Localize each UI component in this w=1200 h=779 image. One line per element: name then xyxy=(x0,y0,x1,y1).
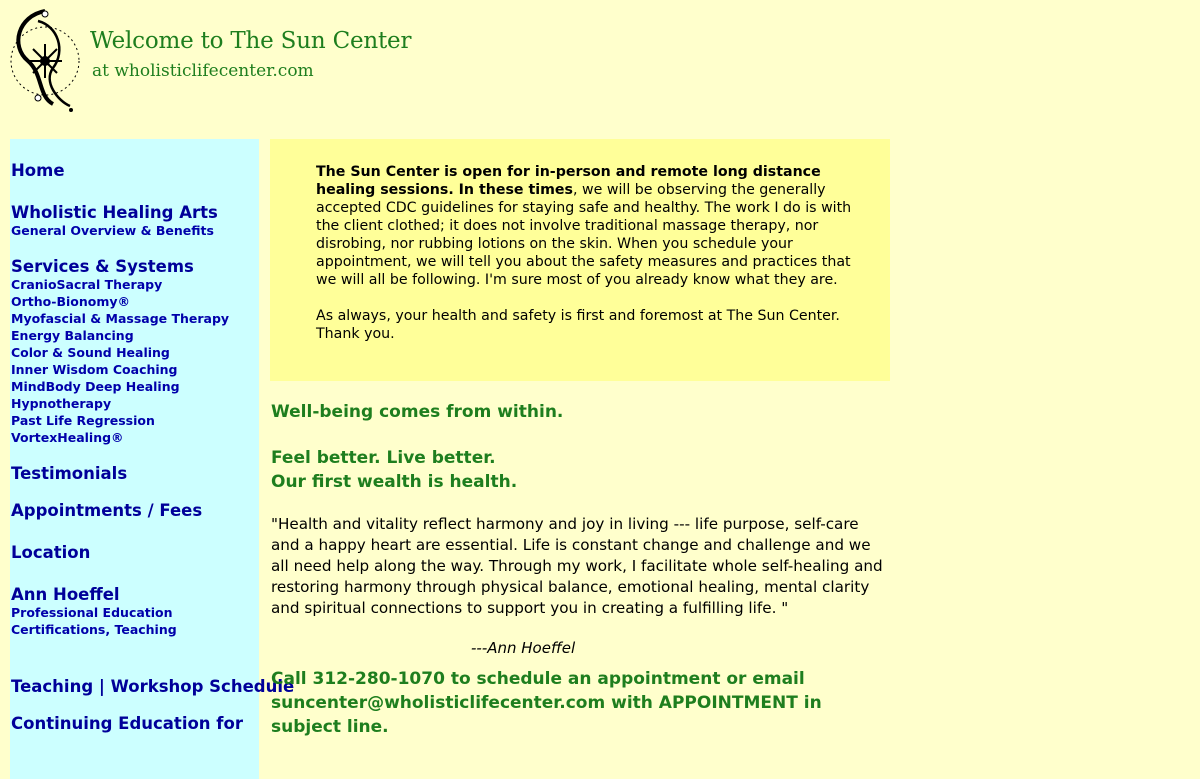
nav-service-item[interactable]: Myofascial & Massage Therapy xyxy=(11,311,230,326)
sun-spiral-icon xyxy=(8,6,82,118)
nav-home-link[interactable]: Home xyxy=(11,161,65,180)
nav-service-item[interactable]: Energy Balancing xyxy=(11,328,134,343)
notice-closing: As always, your health and safety is first and foremost at The Sun Center. Thank you. xyxy=(316,308,840,342)
covid-notice xyxy=(270,139,890,381)
nav-service-item[interactable]: Ortho-Bionomy® xyxy=(11,294,131,309)
nav-group-appointments xyxy=(11,501,202,520)
nav-appointments-link[interactable]: Appointments / Fees xyxy=(11,501,203,520)
nav-group-ann xyxy=(11,585,177,638)
nav-continuing-link[interactable]: Continuing Education for xyxy=(11,714,243,733)
nav-wholistic-link[interactable]: Wholistic Healing Arts xyxy=(11,203,218,222)
notice-body-text: , we will be observing the generally accepted CDC guidelines for staying safe and healthy. The work I do is with the client clothed; it does not involve traditional massage therapy, nor disrobing, nor rubbing lotions on the skin. When you schedule your appointment, we will tell you about the safety measures and practices that we will all be following. I'm sure most of you already know what they are. xyxy=(316,182,852,288)
nav-education-link[interactable]: Professional Education xyxy=(11,605,173,620)
sidebar-nav xyxy=(10,139,295,779)
nav-certifications-link[interactable]: Certifications, Teaching xyxy=(11,622,177,637)
nav-group-location xyxy=(11,543,90,562)
nav-ann-link[interactable]: Ann Hoeffel xyxy=(11,585,120,604)
nav-service-item[interactable]: VortexHealing® xyxy=(11,430,124,445)
notice-text xyxy=(316,163,852,343)
notice-bold-text: The Sun Center is open for in-person and remote long distance healing sessions. In these times xyxy=(316,164,821,198)
tagline-wellbeing: Well-being comes from within. xyxy=(271,402,564,422)
nav-group-wholistic xyxy=(11,203,218,239)
quote-attribution: ---Ann Hoeffel xyxy=(471,639,576,657)
nav-service-item[interactable]: Past Life Regression xyxy=(11,413,155,428)
nav-group-continuing xyxy=(11,714,243,733)
nav-overview-link[interactable]: General Overview & Benefits xyxy=(11,223,214,238)
site-title: Welcome to The Sun Center xyxy=(90,28,412,54)
tagline-feel-better: Feel better. Live better. xyxy=(271,448,496,468)
sun-center-logo xyxy=(8,6,82,118)
nav-service-item[interactable]: Color & Sound Healing xyxy=(11,345,170,360)
nav-service-item[interactable]: Inner Wisdom Coaching xyxy=(11,362,178,377)
nav-teaching-link[interactable]: Teaching | Workshop Schedule xyxy=(11,677,295,696)
appointment-call-to-action[interactable]: Call 312-280-1070 to schedule an appointment or email suncenter@wholisticlifecenter.com with APPOINTMENT in subject line. xyxy=(271,669,822,737)
notice-paragraph xyxy=(316,163,852,289)
site-subtitle: at wholisticlifecenter.com xyxy=(92,61,314,81)
nav-service-item[interactable]: Hypnotherapy xyxy=(11,396,112,411)
nav-group-home xyxy=(11,161,65,180)
nav-service-item[interactable]: MindBody Deep Healing xyxy=(11,379,180,394)
nav-group-teaching xyxy=(11,677,294,696)
nav-testimonials-link[interactable]: Testimonials xyxy=(11,464,128,483)
tagline-wealth: Our first wealth is health. xyxy=(271,472,518,492)
nav-location-link[interactable]: Location xyxy=(11,543,91,562)
nav-group-services xyxy=(11,257,229,446)
founder-quote: "Health and vitality reflect harmony and joy in living --- life purpose, self-care and a happy heart are essential. Life is constant change and challenge and we all need help along the way. Through my work, I facilitate whole self-healing and restoring harmony through physical balance, emotional healing, mental clarity and spiritual connections to support you in creating a fulfilling life. " xyxy=(271,515,883,617)
nav-services-link[interactable]: Services & Systems xyxy=(11,257,194,276)
nav-service-item[interactable]: CranioSacral Therapy xyxy=(11,277,163,292)
nav-group-testimonials xyxy=(11,464,127,483)
main-content xyxy=(271,400,891,739)
